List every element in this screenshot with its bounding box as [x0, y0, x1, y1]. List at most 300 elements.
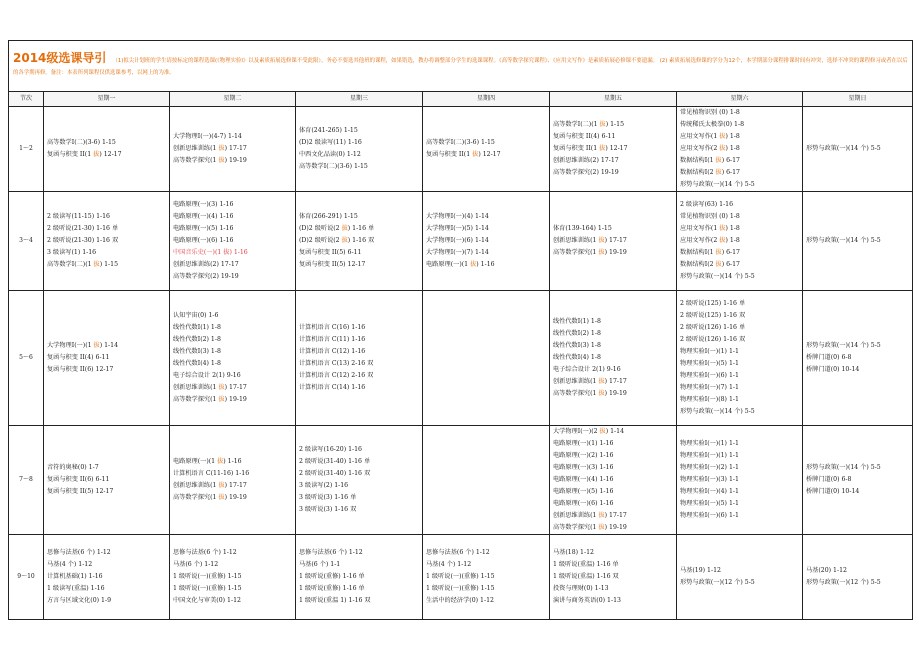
course-entry	[680, 565, 799, 577]
course-entry	[426, 137, 546, 149]
cell-fri	[550, 291, 677, 426]
course-weeks: ) 6-17	[721, 249, 740, 256]
course-text: 大学物理Ⅰ(一)(7) 1-14	[426, 249, 489, 256]
course-entry	[299, 480, 419, 492]
course-text: 复函与积变 II(4) 6-11	[553, 133, 616, 140]
course-weeks: ) 1-8	[725, 237, 740, 244]
cell-wed	[296, 291, 423, 426]
course-entry	[680, 131, 799, 143]
course-entry	[553, 340, 673, 352]
course-text: 2 级读写(63) 1-16	[680, 201, 734, 208]
course-text: 1 级听说(重修) 1-16 单	[299, 585, 365, 592]
course-text: 常见植物识别 (0) 1-8	[680, 213, 740, 220]
cell-tue	[170, 192, 296, 291]
course-text: 大学物理Ⅰ(一)(2	[553, 428, 600, 435]
course-entry	[680, 406, 799, 418]
course-text: 电路原理(一)(3) 1-16	[553, 464, 614, 471]
course-entry	[173, 131, 292, 143]
cell-thu	[423, 535, 550, 620]
course-entry	[47, 223, 166, 235]
course-text: 2 级听说(125) 1-16 单	[680, 300, 746, 307]
course-entry	[299, 444, 419, 456]
course-text: 计算机语言 C(14) 1-16	[299, 384, 366, 391]
course-entry	[47, 211, 166, 223]
course-text: 马基(20) 1-12	[806, 567, 847, 574]
course-entry	[680, 474, 799, 486]
course-entry	[680, 394, 799, 406]
course-entry	[299, 456, 419, 468]
course-text: 线性代数Ⅰ(1) 1-8	[553, 318, 601, 325]
course-entry	[806, 462, 909, 474]
course-text: 1 级听说(重温) 1-16 双	[553, 573, 619, 580]
course-weeks: ) 1-8	[725, 225, 740, 232]
course-entry	[680, 179, 799, 191]
track-marker: 拔	[719, 237, 726, 244]
course-text: 物理实验Ⅰ(一)(2) 1-1	[680, 464, 739, 471]
course-text: 创新思维训练(1	[173, 145, 219, 152]
course-text: 复函与积变 II(5) 12-17	[47, 488, 114, 495]
course-entry	[173, 199, 292, 211]
page-title: 2014级选课导引	[13, 51, 107, 65]
course-entry	[299, 211, 419, 223]
course-entry	[680, 438, 799, 450]
course-entry	[47, 462, 166, 474]
course-text: 形势与政策(一)(14 个) 5-5	[680, 273, 755, 280]
course-entry	[553, 498, 673, 510]
course-entry	[553, 352, 673, 364]
section-label: 5～6	[9, 291, 44, 426]
course-text: 高等数学探究(2) 19-19	[173, 273, 239, 280]
course-text: 物理实验Ⅰ(一)(7) 1-1	[680, 384, 739, 391]
course-text: 高等数学探究(1	[173, 494, 219, 501]
course-text: 高等数学Ⅰ(二)(3-6) 1-15	[47, 139, 116, 146]
course-text: 1 级听说(重温 1) 1-16 双	[299, 597, 371, 604]
course-entry	[806, 143, 909, 155]
cell-tue	[170, 426, 296, 535]
course-text: 2 级听说(31-40) 1-16 单	[299, 458, 371, 465]
course-text: 电子综合设计 2(1) 9-16	[553, 366, 621, 373]
col-header-wed: 星期三	[296, 92, 423, 107]
course-text: 高等数学探究(1	[553, 524, 599, 531]
course-text: 思修与法基(6 个) 1-12	[426, 549, 490, 556]
course-entry	[173, 492, 292, 504]
course-weeks: ) 17-17	[224, 384, 247, 391]
course-entry	[173, 370, 292, 382]
course-entry	[299, 559, 419, 571]
course-entry	[553, 474, 673, 486]
cell-sun	[803, 535, 913, 620]
course-text: 高等数学探究(1	[553, 390, 599, 397]
course-text: 2 级听说(21-30) 1-16 单	[47, 225, 119, 232]
schedule-table	[8, 40, 913, 620]
course-text: 创新思维训练(2) 17-17	[173, 261, 239, 268]
track-marker: 拔	[93, 342, 100, 349]
course-text: 2 级听说(126) 1-16 单	[680, 324, 746, 331]
course-entry	[553, 486, 673, 498]
course-entry	[47, 340, 166, 352]
course-text: 复函与积变 II(6) 12-17	[47, 366, 114, 373]
course-weeks: ) 12-17	[478, 151, 501, 158]
course-text: 物理实验Ⅰ(一)(6) 1-1	[680, 512, 739, 519]
track-marker: 拔	[341, 237, 348, 244]
cell-fri	[550, 107, 677, 192]
course-text: 传统稀氏太极拳(0) 1-8	[680, 121, 745, 128]
cell-sat	[677, 291, 803, 426]
col-header-sun: 星期日	[803, 92, 913, 107]
schedule-row	[9, 291, 913, 426]
col-header-thu: 星期四	[423, 92, 550, 107]
section-label: 7～8	[9, 426, 44, 535]
course-text: 生活中的经济学(0) 1-12	[426, 597, 494, 604]
course-text: 体育(139-164) 1-15	[553, 225, 612, 232]
course-text: 中国音乐史(一)(1 拔) 1-16	[173, 249, 248, 256]
course-text: 数据结构Ⅰ(2	[680, 261, 716, 268]
course-text: 电路原理(一)(5) 1-16	[553, 488, 614, 495]
course-entry	[299, 492, 419, 504]
course-text: 马基(18) 1-12	[553, 549, 594, 556]
track-marker: 拔	[341, 225, 348, 232]
course-text: 线性代数Ⅰ(4) 1-8	[173, 360, 221, 367]
course-entry	[680, 510, 799, 522]
course-text: 方言与区域文化(0) 1-9	[47, 597, 112, 604]
course-text: 高等数学Ⅰ(二)(3-6) 1-15	[426, 139, 495, 146]
course-weeks: ) 1-15	[605, 121, 625, 128]
course-text: 认知宇宙(0) 1-6	[173, 312, 219, 319]
course-text: 形势与政策(一)(14 个) 5-5	[806, 145, 881, 152]
schedule-row	[9, 426, 913, 535]
col-header-fri: 星期五	[550, 92, 677, 107]
course-entry	[47, 352, 166, 364]
course-entry	[173, 259, 292, 271]
course-text: 应用文写作(1	[680, 133, 720, 140]
course-entry	[173, 571, 292, 583]
course-text: 复函与积变 II(4) 6-11	[47, 354, 110, 361]
course-text: 线性代数Ⅰ(3) 1-8	[173, 348, 221, 355]
cell-thu	[423, 192, 550, 291]
course-entry	[173, 595, 292, 607]
course-weeks: ) 1-8	[725, 145, 740, 152]
col-header-section: 节次	[9, 92, 44, 107]
course-text: 常见植物识别 (0) 1-8	[680, 109, 740, 116]
course-entry	[299, 334, 419, 346]
course-entry	[680, 211, 799, 223]
cell-wed	[296, 107, 423, 192]
course-entry	[173, 394, 292, 406]
course-entry	[299, 247, 419, 259]
course-entry	[680, 310, 799, 322]
cell-sun	[803, 107, 913, 192]
cell-sat	[677, 426, 803, 535]
cell-thu	[423, 426, 550, 535]
course-entry	[47, 149, 166, 161]
track-marker: 拔	[715, 169, 722, 176]
course-entry	[299, 382, 419, 394]
track-marker: 拔	[599, 121, 606, 128]
course-text: 1 级听说(一)(重修) 1-15	[426, 573, 495, 580]
course-guide-sheet	[8, 40, 912, 604]
course-text: 电路原理(一)(2) 1-16	[553, 452, 614, 459]
track-marker: 拔	[715, 157, 722, 164]
course-weeks: ) 1-8	[725, 133, 740, 140]
course-text: 电路原理(一)(1) 1-16	[553, 440, 614, 447]
course-text: 物理实验Ⅰ(一)(1) 1-1	[680, 440, 739, 447]
course-text: 1 级听说(一)(重修) 1-15	[173, 573, 242, 580]
course-text: 高等数学探究(1	[553, 249, 599, 256]
course-entry	[299, 149, 419, 161]
course-text: 数据结构Ⅰ(2	[680, 169, 716, 176]
course-entry	[426, 149, 546, 161]
course-entry	[299, 547, 419, 559]
course-text: 思修与法基(6 个) 1-12	[173, 549, 237, 556]
course-text: 物理实验Ⅰ(一)(4) 1-1	[680, 488, 739, 495]
course-entry	[680, 334, 799, 346]
course-text: 2 级听说(31-40) 1-16 双	[299, 470, 371, 477]
course-entry	[553, 388, 673, 400]
course-entry	[299, 571, 419, 583]
course-entry	[680, 259, 799, 271]
course-text: 马基(4 个) 1-12	[47, 561, 93, 568]
track-marker: 拔	[217, 458, 224, 465]
course-text: 计算机语言 C(13) 2-16 双	[299, 360, 374, 367]
course-text: 思修与法基(6 个) 1-12	[47, 549, 111, 556]
course-entry	[173, 155, 292, 167]
course-entry	[806, 364, 909, 376]
schedule-row	[9, 107, 913, 192]
course-text: 复函与积变 II(5) 6-11	[299, 249, 362, 256]
course-entry	[553, 167, 673, 179]
track-marker: 拔	[470, 261, 477, 268]
course-entry	[553, 223, 673, 235]
course-entry	[299, 595, 419, 607]
cell-sat	[677, 535, 803, 620]
cell-thu	[423, 107, 550, 192]
course-entry	[426, 559, 546, 571]
course-text: 电路原理(一)(1	[426, 261, 471, 268]
course-entry	[680, 322, 799, 334]
course-weeks: ) 17-17	[604, 512, 627, 519]
course-entry	[47, 583, 166, 595]
course-weeks: ) 6-17	[721, 169, 740, 176]
course-text: 计算机语言 C(11-16) 1-16	[173, 470, 250, 477]
course-entry	[553, 143, 673, 155]
course-entry	[806, 474, 909, 486]
course-text: 电路原理(一)(4) 1-16	[553, 476, 614, 483]
course-entry	[553, 595, 673, 607]
course-text: 数据结构Ⅰ(1	[680, 157, 716, 164]
course-text: 形势与政策(一)(14 个) 5-5	[806, 464, 881, 471]
course-entry	[173, 559, 292, 571]
course-entry	[553, 155, 673, 167]
course-text: 3 级读写(1) 1-16	[47, 249, 97, 256]
schedule-row	[9, 192, 913, 291]
course-weeks: ) 1-14	[605, 428, 625, 435]
track-marker: 拔	[719, 225, 726, 232]
course-text: 物理实验Ⅰ(一)(6) 1-1	[680, 372, 739, 379]
course-text: (D)2 级读写(11) 1-16	[299, 139, 362, 146]
course-entry	[680, 223, 799, 235]
course-entry	[680, 498, 799, 510]
course-entry	[680, 199, 799, 211]
track-marker: 拔	[599, 428, 606, 435]
course-text: 桥牌门道(0) 10-14	[806, 488, 860, 495]
course-text: 应用文写作(2	[680, 145, 720, 152]
course-weeks: ) 1-14	[99, 342, 119, 349]
course-entry	[47, 137, 166, 149]
course-text: 电路原理(一)(3) 1-16	[173, 201, 234, 208]
course-weeks: ) 1-16	[476, 261, 495, 268]
course-text: 复函与积变 II(1	[47, 151, 94, 158]
course-text: 线性代数Ⅰ(2) 1-8	[553, 330, 601, 337]
track-marker: 拔	[218, 384, 225, 391]
course-text: 投资与理财(0) 1-13	[553, 585, 609, 592]
course-text: 2 级听说(125) 1-16 双	[680, 312, 746, 319]
course-text: 线性代数Ⅰ(1) 1-8	[173, 324, 221, 331]
cell-fri	[550, 535, 677, 620]
course-weeks: ) 19-19	[224, 157, 247, 164]
course-text: 演讲与商务英语(0) 1-13	[553, 597, 621, 604]
course-text: (D)2 级听说(2	[299, 225, 342, 232]
course-weeks: ) 19-19	[604, 390, 627, 397]
course-text: 大学物理Ⅰ(一)(4) 1-14	[426, 213, 489, 220]
course-text: 创新思维训练(1	[553, 378, 599, 385]
course-text: 线性代数Ⅰ(3) 1-8	[553, 342, 601, 349]
track-marker: 拔	[598, 390, 605, 397]
course-weeks: ) 1-16 双	[347, 237, 375, 244]
course-entry	[680, 358, 799, 370]
cell-wed	[296, 192, 423, 291]
cell-mon	[44, 192, 170, 291]
course-weeks: ) 1-16 单	[347, 225, 375, 232]
course-entry	[806, 577, 909, 589]
course-weeks: ) 1-16	[223, 458, 242, 465]
course-entry	[553, 247, 673, 259]
cell-fri	[550, 426, 677, 535]
cell-mon	[44, 107, 170, 192]
course-text: (D)2 级听说(2	[299, 237, 342, 244]
course-text: 电路原理(一)(6) 1-16	[553, 500, 614, 507]
course-text: 高等数学Ⅰ(二)(1	[47, 261, 94, 268]
track-marker: 拔	[599, 145, 606, 152]
track-marker: 拔	[598, 378, 605, 385]
course-entry	[426, 595, 546, 607]
course-entry	[680, 119, 799, 131]
course-weeks: ) 12-17	[605, 145, 628, 152]
course-text: 形势与政策(一)(14 个) 5-5	[680, 181, 755, 188]
course-entry	[47, 474, 166, 486]
course-text: 创新思维训练(1	[553, 512, 599, 519]
course-entry	[553, 376, 673, 388]
course-text: 高等数学探究(1	[173, 396, 219, 403]
course-entry	[806, 352, 909, 364]
course-text: 应用文写作(1	[680, 225, 720, 232]
course-text: 形势与政策(一)(12 个) 5-5	[680, 579, 755, 586]
course-text: 计算机语言 C(11) 1-16	[299, 336, 366, 343]
course-weeks: ) 6-17	[721, 157, 740, 164]
course-entry	[680, 235, 799, 247]
course-text: 高等数学探究(1	[173, 157, 219, 164]
course-entry	[173, 468, 292, 480]
course-text: 物理实验Ⅰ(一)(5) 1-1	[680, 360, 739, 367]
cell-tue	[170, 107, 296, 192]
course-text: 复函与积变 II(1	[426, 151, 473, 158]
course-entry	[553, 462, 673, 474]
course-entry	[299, 370, 419, 382]
course-text: 创新思维训练(2) 17-17	[553, 157, 619, 164]
course-entry	[553, 131, 673, 143]
course-text: 2 级读写(16-20) 1-16	[299, 446, 362, 453]
course-entry	[299, 468, 419, 480]
course-entry	[426, 235, 546, 247]
course-entry	[47, 235, 166, 247]
course-text: 计算机语言 C(12) 2-16 双	[299, 372, 374, 379]
course-text: 2 级读写(11-15) 1-16	[47, 213, 110, 220]
course-entry	[680, 271, 799, 283]
track-marker: 拔	[719, 145, 726, 152]
cell-fri	[550, 192, 677, 291]
course-weeks: ) 19-19	[604, 524, 627, 531]
course-text: 大学物理Ⅰ(一)(1	[47, 342, 94, 349]
course-text: 应用文写作(2	[680, 237, 720, 244]
course-entry	[173, 382, 292, 394]
course-entry	[173, 334, 292, 346]
course-entry	[299, 583, 419, 595]
course-entry	[426, 259, 546, 271]
course-text: 3 级听说(3) 1-16 双	[299, 506, 357, 513]
course-text: 音符的奥秘(0) 1-7	[47, 464, 99, 471]
course-entry	[47, 595, 166, 607]
course-text: 中国文化与审美(0) 1-12	[173, 597, 241, 604]
selection-note: （1)拟尖计划班的学生请按标定的课程选课(《物理实验Ⅰ》以及素质拓展选修课不受此限），务必不要选其他班的课程，如果错选，教办将调整部分学生的选课课程。《高等数学探究课程》、《应用文写作》是素质拓展必修课不要遗漏。 (2) 素质拓展选修课的学分为12个，本学期部分课程排课时间有冲突，选择不冲突的课程修习或者在以后的各学期再修。备注：本表所列课程仅供选课参考，以网上的为准。	[13, 58, 908, 76]
course-text: 3 级读写(2) 1-16	[299, 482, 349, 489]
cell-mon	[44, 291, 170, 426]
course-text: 物理实验Ⅰ(一)(1) 1-1	[680, 452, 739, 459]
cell-mon	[44, 535, 170, 620]
course-text: 计算机语言 C(16) 1-16	[299, 324, 366, 331]
course-text: 电路原理(一)(1	[173, 458, 218, 465]
course-text: 中西文化品读(0) 1-12	[299, 151, 361, 158]
col-header-tue: 星期二	[170, 92, 296, 107]
title-row	[9, 41, 913, 92]
course-entry	[47, 364, 166, 376]
course-text: 电路原理(一)(6) 1-16	[173, 237, 234, 244]
course-entry	[173, 211, 292, 223]
course-entry	[553, 328, 673, 340]
course-entry	[806, 340, 909, 352]
course-entry	[426, 583, 546, 595]
cell-tue	[170, 291, 296, 426]
course-text: 线性代数Ⅰ(4) 1-8	[553, 354, 601, 361]
course-text: 大学物理Ⅰ(一)(6) 1-14	[426, 237, 489, 244]
course-entry	[553, 426, 673, 438]
course-text: 物理实验Ⅰ(一)(3) 1-1	[680, 476, 739, 483]
course-text: 桥牌门道(0) 6-8	[806, 476, 852, 483]
course-entry	[426, 571, 546, 583]
course-weeks: ) 19-19	[224, 494, 247, 501]
course-entry	[553, 559, 673, 571]
track-marker: 拔	[598, 524, 605, 531]
course-entry	[426, 211, 546, 223]
course-weeks: ) 19-19	[224, 396, 247, 403]
course-text: 电路原理(一)(4) 1-16	[173, 213, 234, 220]
course-entry	[553, 547, 673, 559]
course-entry	[553, 364, 673, 376]
track-marker: 拔	[93, 261, 100, 268]
course-text: 3 级听说(3) 1-16 单	[299, 494, 357, 501]
section-label: 1～2	[9, 107, 44, 192]
course-entry	[553, 438, 673, 450]
course-entry	[680, 450, 799, 462]
course-entry	[299, 137, 419, 149]
